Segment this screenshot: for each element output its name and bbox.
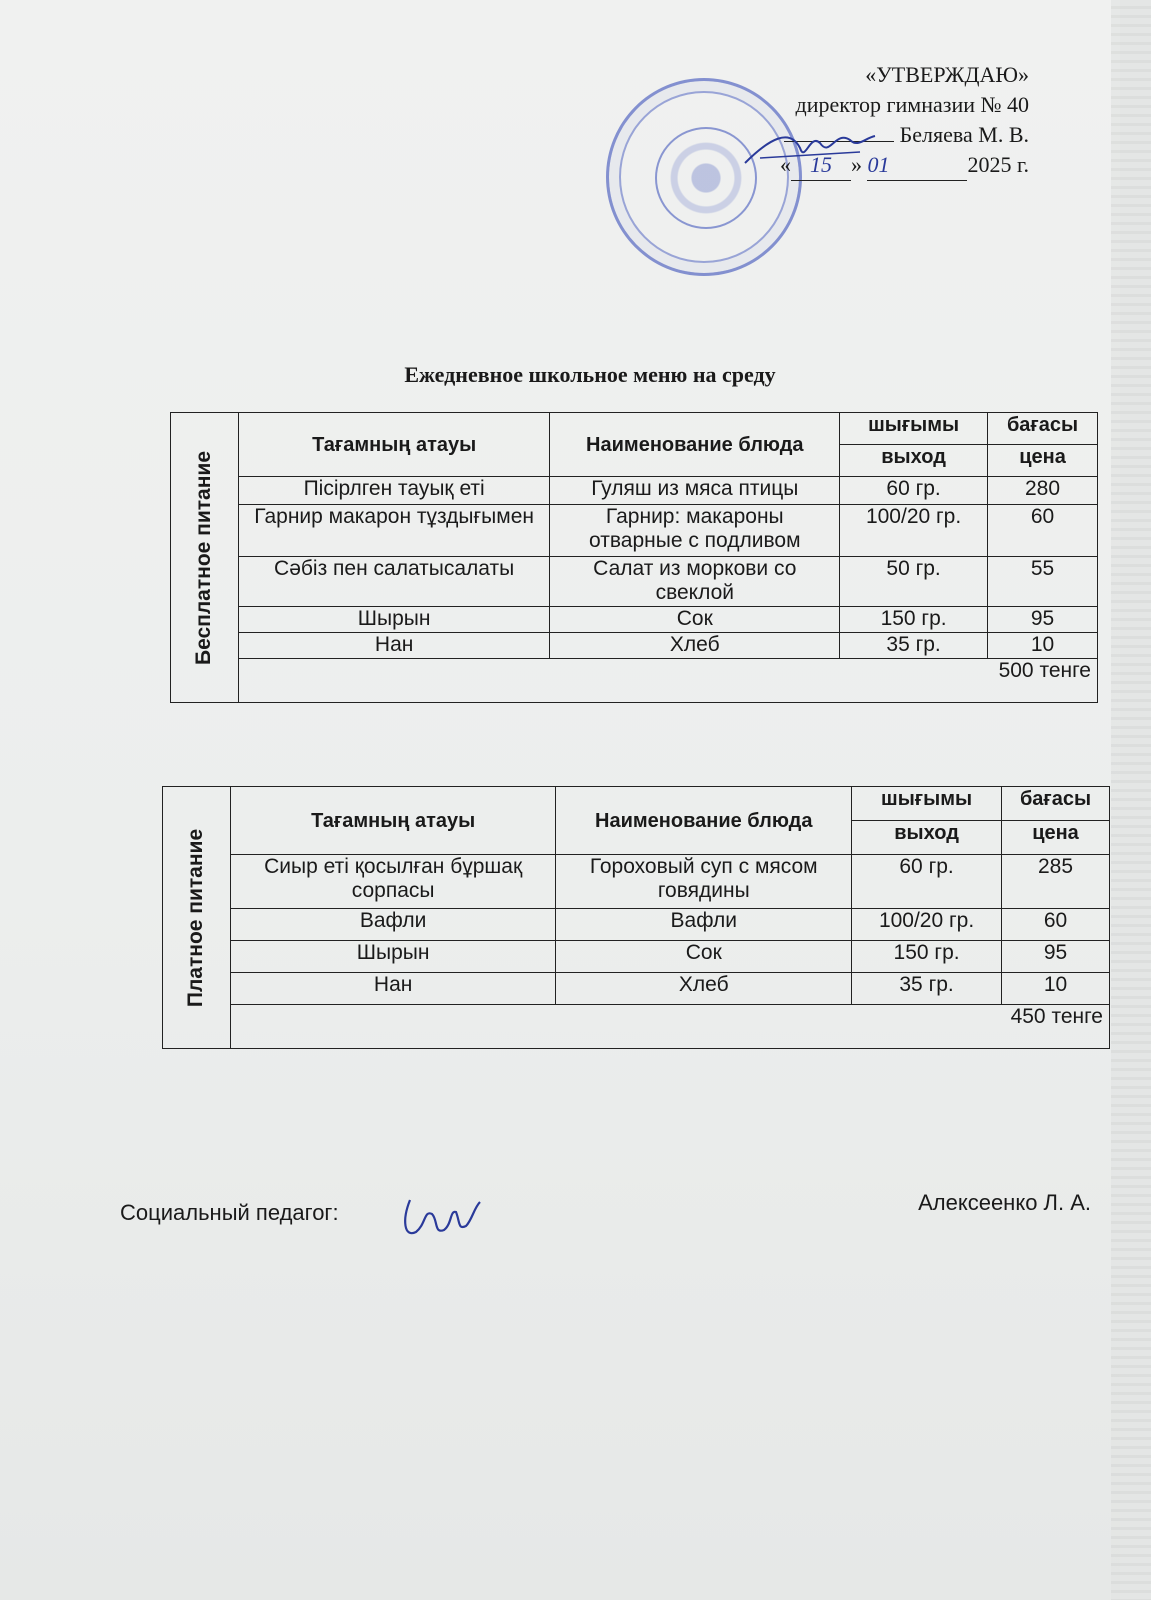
dish-price: 285 [1002, 855, 1110, 909]
dish-price: 60 [988, 505, 1098, 557]
footer-name: Алексеенко Л. А. [918, 1190, 1091, 1215]
dish-name-kz: Гарнир макарон тұздығымен [238, 505, 550, 557]
dish-price: 280 [988, 477, 1098, 505]
col-price-kz: бағасы [988, 413, 1098, 445]
approve-word: «УТВЕРЖДАЮ» [865, 62, 1029, 87]
date-year: 2025 г. [967, 152, 1029, 177]
page-title: Ежедневное школьное меню на среду [404, 362, 776, 387]
free-total: 500 тенге [238, 659, 1097, 703]
director-signature [740, 118, 880, 178]
dish-yield: 100/20 гр. [840, 505, 988, 557]
dish-name-kz: Сиыр еті қосылған бұршақ сорпасы [230, 855, 556, 909]
table-row [171, 477, 1098, 505]
dish-price: 95 [988, 607, 1098, 633]
approver-name: Беляева М. В. [899, 122, 1029, 147]
dish-yield: 100/20 гр. [852, 909, 1002, 941]
paid-meals-label: Платное питание [184, 828, 208, 1007]
table-row [163, 909, 1110, 941]
dish-name-kz: Шырын [230, 941, 556, 973]
pedagogue-signature [398, 1180, 488, 1250]
footer-role: Социальный педагог: [120, 1200, 339, 1225]
dish-name-ru: Гарнир: макароны отварные с подливом [550, 505, 840, 557]
dish-name-ru: Сок [556, 941, 852, 973]
dish-yield: 35 гр. [852, 973, 1002, 1005]
dish-name-ru: Хлеб [550, 633, 840, 659]
dish-price: 60 [1002, 909, 1110, 941]
dish-yield: 60 гр. [852, 855, 1002, 909]
col-yield-kz: шығымы [852, 787, 1002, 821]
dish-name-ru: Сок [550, 607, 840, 633]
col-name-ru: Наименование блюда [550, 413, 840, 477]
table-row [171, 607, 1098, 633]
approval-date: « 15 » 01 2025 г. [780, 150, 1029, 181]
total-row [171, 659, 1098, 703]
dish-name-ru: Гуляш из мяса птицы [550, 477, 840, 505]
col-price-ru: цена [988, 445, 1098, 477]
dish-price: 95 [1002, 941, 1110, 973]
dish-price: 10 [1002, 973, 1110, 1005]
dish-yield: 50 гр. [840, 557, 988, 607]
dish-name-ru: Салат из моркови со свеклой [550, 557, 840, 607]
dish-price: 10 [988, 633, 1098, 659]
dish-name-kz: Сәбіз пен салатысалаты [238, 557, 550, 607]
date-day: 15 [791, 150, 851, 181]
date-month: 01 [867, 150, 967, 181]
col-name-kz: Тағамның атауы [230, 787, 556, 855]
dish-name-kz: Пісірлген тауық еті [238, 477, 550, 505]
paid-meals-label-cell [163, 787, 231, 1049]
free-meals-label: Бесплатное питание [192, 450, 216, 665]
total-row [163, 1005, 1110, 1049]
table-row [171, 505, 1098, 557]
col-yield-ru: выход [840, 445, 988, 477]
dish-yield: 60 гр. [840, 477, 988, 505]
dish-price: 55 [988, 557, 1098, 607]
dish-name-kz: Нан [230, 973, 556, 1005]
paper-edge [1111, 0, 1151, 1600]
col-price-kz: бағасы [1002, 787, 1110, 821]
col-price-ru: цена [1002, 821, 1110, 855]
dish-name-kz: Шырын [238, 607, 550, 633]
table-row [171, 557, 1098, 607]
table-row [163, 941, 1110, 973]
paid-meals-table [162, 786, 1110, 1049]
dish-name-ru: Вафли [556, 909, 852, 941]
col-yield-ru: выход [852, 821, 1002, 855]
dish-name-kz: Вафли [230, 909, 556, 941]
dish-yield: 150 гр. [852, 941, 1002, 973]
dish-yield: 150 гр. [840, 607, 988, 633]
dish-name-kz: Нан [238, 633, 550, 659]
col-yield-kz: шығымы [840, 413, 988, 445]
dish-yield: 35 гр. [840, 633, 988, 659]
free-meals-table [170, 412, 1098, 703]
col-name-ru: Наименование блюда [556, 787, 852, 855]
dish-name-ru: Гороховый суп с мясом говядины [556, 855, 852, 909]
approver-position: директор гимназии № 40 [795, 92, 1029, 117]
col-name-kz: Тағамның атауы [238, 413, 550, 477]
table-row [163, 855, 1110, 909]
free-meals-label-cell [171, 413, 239, 703]
paid-total: 450 тенге [230, 1005, 1109, 1049]
dish-name-ru: Хлеб [556, 973, 852, 1005]
table-row [171, 633, 1098, 659]
table-row [163, 973, 1110, 1005]
